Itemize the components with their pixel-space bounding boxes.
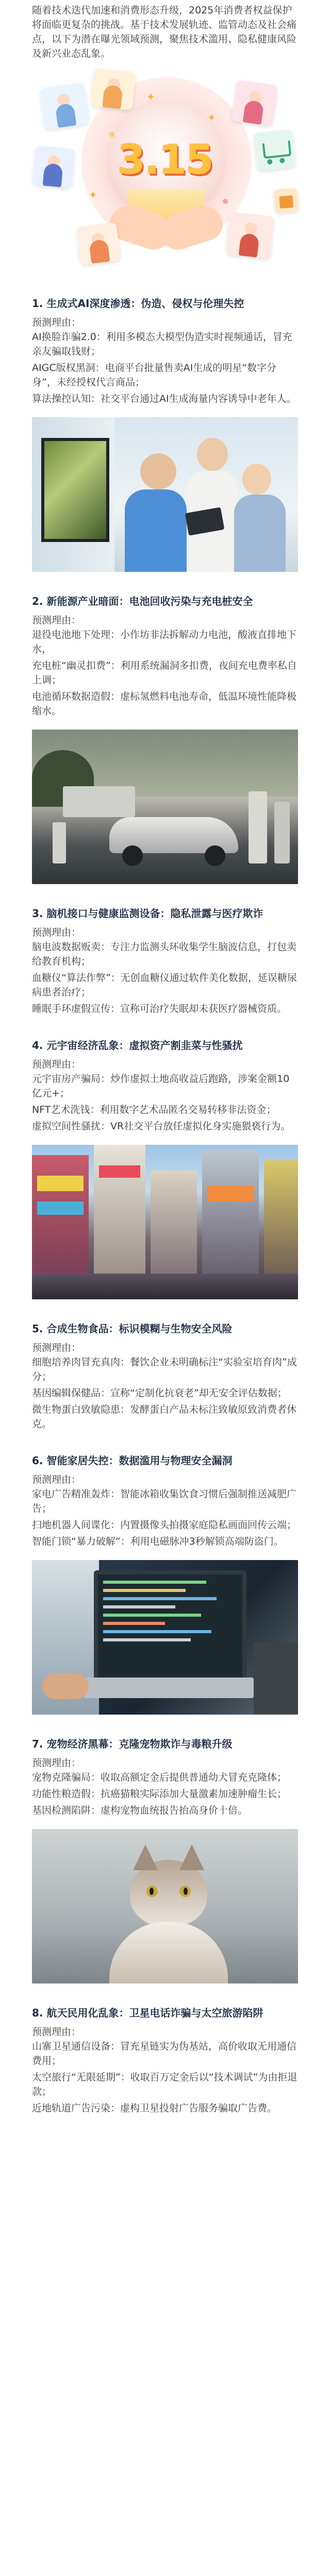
section-item: 退役电池地下处理：小作坊非法拆解动力电池，酸液直排地下水， xyxy=(32,629,297,655)
decor-dot xyxy=(223,199,228,204)
person-card-icon xyxy=(40,82,89,129)
decor-dot xyxy=(109,132,114,137)
section-title: 2. 新能源产业暗面：电池回收污染与充电桩安全 xyxy=(32,595,253,607)
section-item: 电池循环数据造假：虚标氢燃料电池寿命，低温环境性能降极缩水。 xyxy=(32,691,297,717)
section-item: 扫地机器人间谍化：内置摄像头拍摄家庭隐私画面回传云端； xyxy=(32,1519,297,1531)
section-item: 充电桩“幽灵扣费”：利用系统漏洞多扣费，夜间充电费率私自上调； xyxy=(32,660,297,686)
section-label: 预测理由： xyxy=(32,2026,81,2038)
section-item: 睡眠手环虚假宣传：宣称可治疗失眠却未获医疗器械资质。 xyxy=(32,1003,287,1014)
section-title: 7. 宠物经济黑幕：克隆宠物欺诈与毒粮升级 xyxy=(32,1738,233,1750)
section-title: 5. 合成生物食品：标识模糊与生物安全风险 xyxy=(32,1323,233,1335)
section-item: 元宇宙房产骗局：炒作虚拟土地高收益后跑路，涉案金额10亿元+； xyxy=(32,1073,290,1099)
section-item: 基因检测陷阱：虚构宠物血统报告抬高身价十倍。 xyxy=(32,1805,248,1816)
section-item: 算法操控认知：社交平台通过AI生成海量内容诱导中老年人。 xyxy=(32,393,296,404)
section-item: 太空旅行“无限延期”：收取百万定金后以“技术调试”为由拒退款； xyxy=(32,2072,298,2097)
section-item: 血糖仪“算法作弊”：无创血糖仪通过软件美化数据，延误糖尿病患者治疗； xyxy=(32,972,297,998)
section-item: 基因编辑保健品：宣称“定制化抗衰老”却无安全评估数据； xyxy=(32,1387,287,1399)
section-label: 预测理由： xyxy=(32,927,81,938)
family-tv-image xyxy=(32,417,298,572)
section-label: 预测理由： xyxy=(32,1059,81,1070)
person-card-icon xyxy=(76,223,121,265)
section-item: 细胞培养肉冒充真肉：餐饮企业未明确标注“实验室培育肉”成分； xyxy=(32,1357,297,1382)
person-card-icon xyxy=(232,80,278,126)
section-label: 预测理由： xyxy=(32,317,81,328)
section-label: 预测理由： xyxy=(32,1757,81,1769)
section-item: 脑电波数据贩卖：专注力监测头环收集学生脑波信息，打包卖给教育机构； xyxy=(32,941,297,967)
section-title: 6. 智能家居失控：数据滥用与物理安全漏洞 xyxy=(32,1454,233,1467)
section-title: 3. 脑机接口与健康监测设备：隐私泄露与医疗欺诈 xyxy=(32,907,263,920)
section-title: 8. 航天民用化乱象：卫星电话诈骗与太空旅游陷阱 xyxy=(32,2007,263,2019)
section-item: 虚拟空间性骚扰：VR社交平台放任虚拟化身实施猥亵行为。 xyxy=(32,1121,291,1132)
section-label: 预测理由： xyxy=(32,615,81,626)
section-title: 1. 生成式AI深度渗透：伪造、侵权与伦理失控 xyxy=(32,297,244,310)
person-card-icon xyxy=(32,146,75,188)
section-item: NFT艺术洗钱：利用数字艺术品匿名交易转移非法资金； xyxy=(32,1104,276,1115)
ev-charging-image xyxy=(32,730,298,884)
sparkle-icon: ✦ xyxy=(89,189,97,201)
section-item: AI换脸诈骗2.0：利用多模态大模型伪造实时视频通话，冒充亲友骗取钱财； xyxy=(32,331,292,357)
section-title: 4. 元宇宙经济乱象：虚拟资产割韭菜与性骚扰 xyxy=(32,1039,243,1052)
person-card-icon xyxy=(91,68,136,110)
section-item: 宠物克隆骗局：收取高额定金后提供普通幼犬冒充克隆体； xyxy=(32,1772,287,1783)
sparkle-icon: ✦ xyxy=(207,111,216,124)
section-item: 近地轨道广告污染：虚构卫星投射广告服务骗取广告费。 xyxy=(32,2103,277,2114)
section-item: 微生物蛋白致敏隐患：发酵蛋白产品未标注致敏原致消费者休克。 xyxy=(32,1404,297,1430)
cat-image xyxy=(32,1829,298,1984)
section-item: 智能门锁“暴力破解”：利用电磁脉冲3秒解锁高端防盗门。 xyxy=(32,1536,284,1547)
hero-315-illustration xyxy=(32,70,298,292)
hero-number: 3.15 xyxy=(117,137,213,183)
section-label: 预测理由： xyxy=(32,1342,81,1353)
sparkle-icon: ✦ xyxy=(146,91,155,103)
section-item: 山寨卫星通信设备：冒充星链实为伪基站，高价收取无用通信费用； xyxy=(32,2041,297,2066)
shopping-bag-icon xyxy=(273,188,299,213)
intro-paragraph: 随着技术迭代加速和消费形态升级，2025年消费者权益保护将面临更复杂的挑战。基于技术发展轨迹、监管动态及社会痛点，以下为潜在曝光领域预测，聚焦技术滥用、隐私健康风险及新兴业态乱象。 xyxy=(32,5,297,59)
section-item: 家电广告精准轰炸：智能冰箱收集饮食习惯后强制推送减肥广告； xyxy=(32,1488,297,1514)
shopping-cart-icon xyxy=(254,129,295,171)
person-card-icon xyxy=(226,212,274,259)
section-item: 功能性粮造假：抗癌猫粮实际添加大量激素加速肿瘤生长； xyxy=(32,1788,287,1800)
laptop-code-image xyxy=(32,1560,298,1715)
section-label: 预测理由： xyxy=(32,1474,81,1485)
section-item: AIGC版权黑洞：电商平台批量售卖AI生成的明星“数字分身”，未经授权代言商品； xyxy=(32,362,277,388)
city-street-image xyxy=(32,1145,298,1299)
